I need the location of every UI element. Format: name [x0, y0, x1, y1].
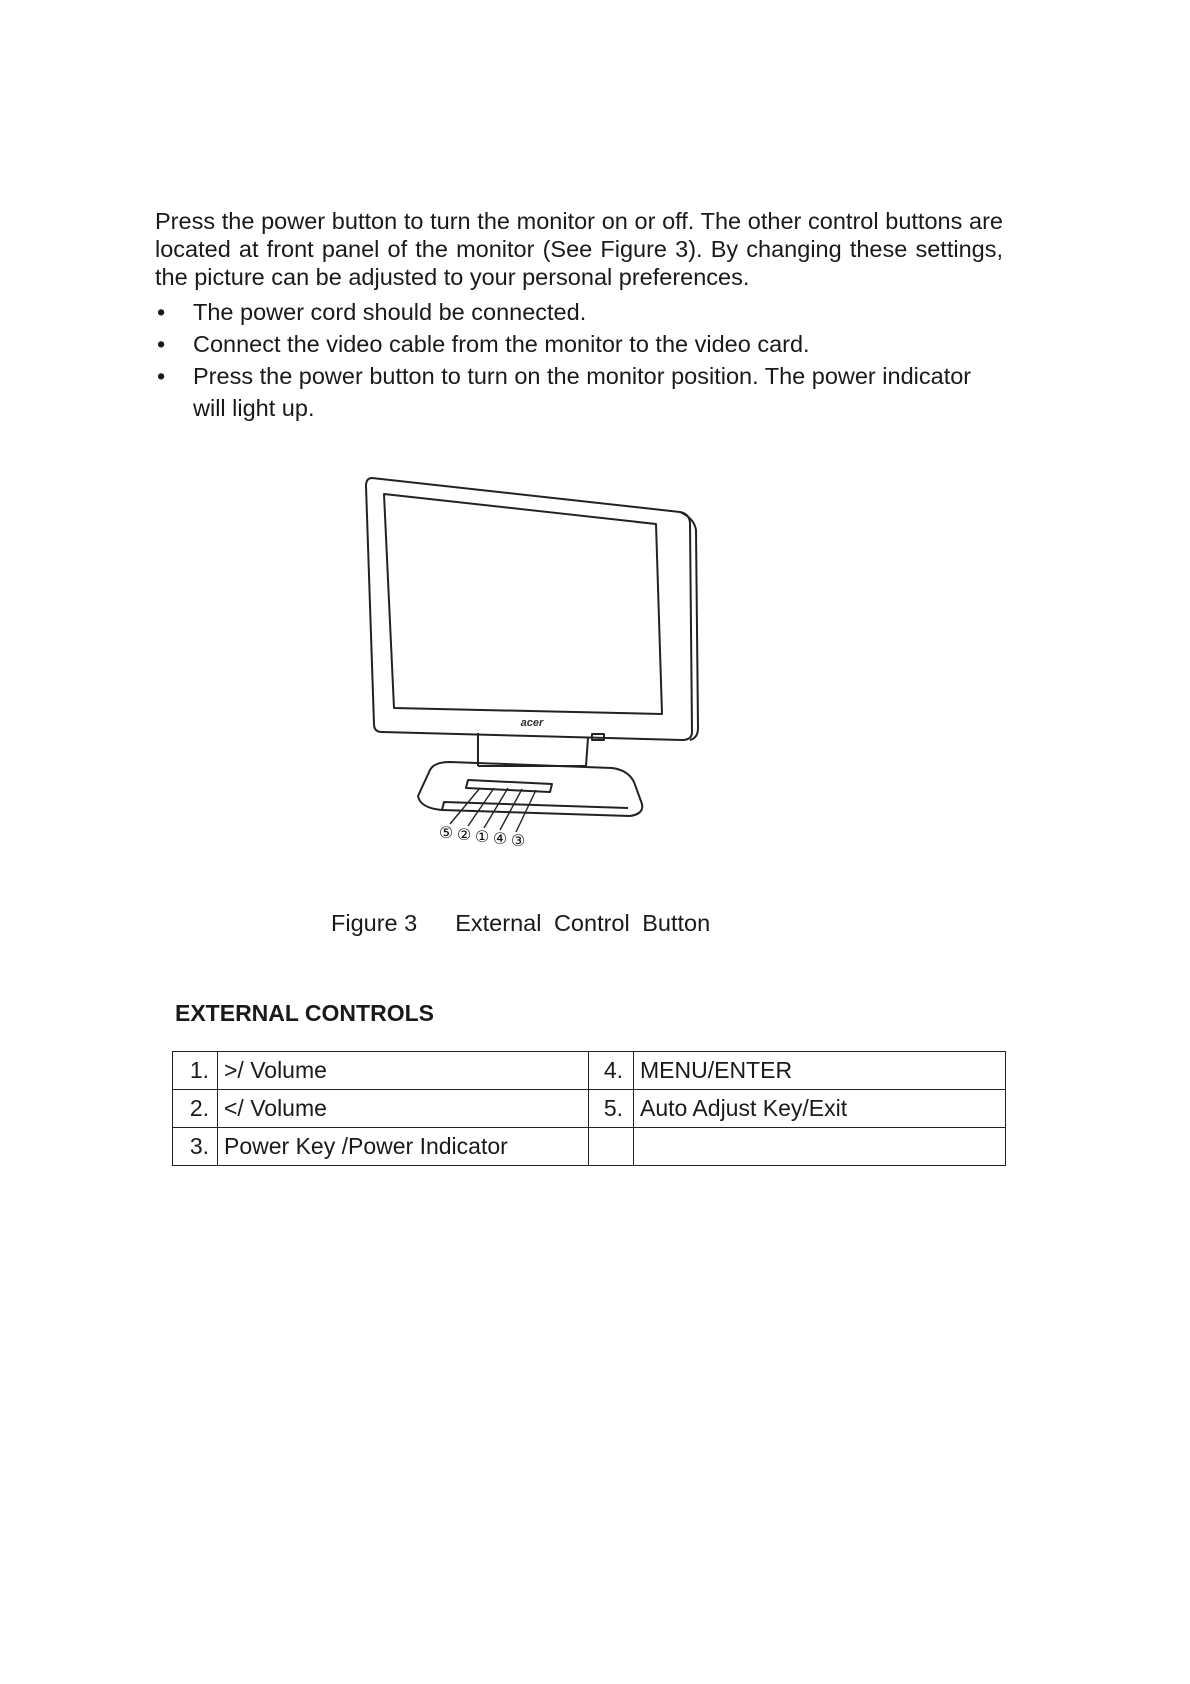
section-title: EXTERNAL CONTROLS: [175, 1000, 434, 1026]
table-cell-number: 1.: [173, 1052, 218, 1090]
table-row: [173, 1128, 1006, 1166]
acer-logo: acer: [520, 717, 544, 729]
callout-1: ①: [474, 827, 490, 846]
callout-5: ⑤: [438, 823, 454, 842]
list-item: [155, 360, 1003, 424]
intro-paragraph: Press the power button to turn the monitor on or off. The other control buttons are located at front panel of the monitor (See Figure 3). By changing these settings, the picture can be adjusted to your personal preferences.: [155, 208, 1003, 290]
table-cell-description: [634, 1128, 1006, 1166]
table-cell-description: Power Key /Power Indicator: [218, 1128, 589, 1166]
callout-2: ②: [456, 825, 472, 844]
table-row: [173, 1052, 1006, 1090]
callout-4: ④: [492, 829, 508, 848]
list-item: [155, 296, 1003, 328]
bullet-text: Press the power button to turn on the monitor position. The power indicator will light up.: [193, 363, 972, 421]
figure-label: Figure 3: [331, 910, 418, 936]
bullet-text: Connect the video cable from the monitor to the video card.: [193, 331, 810, 357]
table-cell-number: 3.: [173, 1128, 218, 1166]
table-cell-number: 2.: [173, 1090, 218, 1128]
monitor-illustration: [360, 470, 700, 860]
table-cell-description: </ Volume: [218, 1090, 589, 1128]
table-cell-description: >/ Volume: [218, 1052, 589, 1090]
controls-table: [172, 1051, 1006, 1166]
figure-caption-text: External Control Button: [455, 910, 711, 936]
callout-3: ③: [510, 831, 526, 850]
bullet-icon: •: [157, 299, 166, 325]
table-row: [173, 1090, 1006, 1128]
setup-bullet-list: [155, 296, 1003, 424]
list-item: [155, 328, 1003, 360]
bullet-text: The power cord should be connected.: [193, 299, 587, 325]
table-cell-number: 5.: [589, 1090, 634, 1128]
bullet-icon: •: [157, 331, 166, 357]
table-cell-description: Auto Adjust Key/Exit: [634, 1090, 1006, 1128]
table-cell-number: 4.: [589, 1052, 634, 1090]
table-cell-number: [589, 1128, 634, 1166]
figure-caption: [331, 910, 710, 937]
monitor-screen: [384, 494, 662, 714]
bullet-icon: •: [157, 363, 166, 389]
monitor-bezel: [366, 478, 692, 740]
table-cell-description: MENU/ENTER: [634, 1052, 1006, 1090]
